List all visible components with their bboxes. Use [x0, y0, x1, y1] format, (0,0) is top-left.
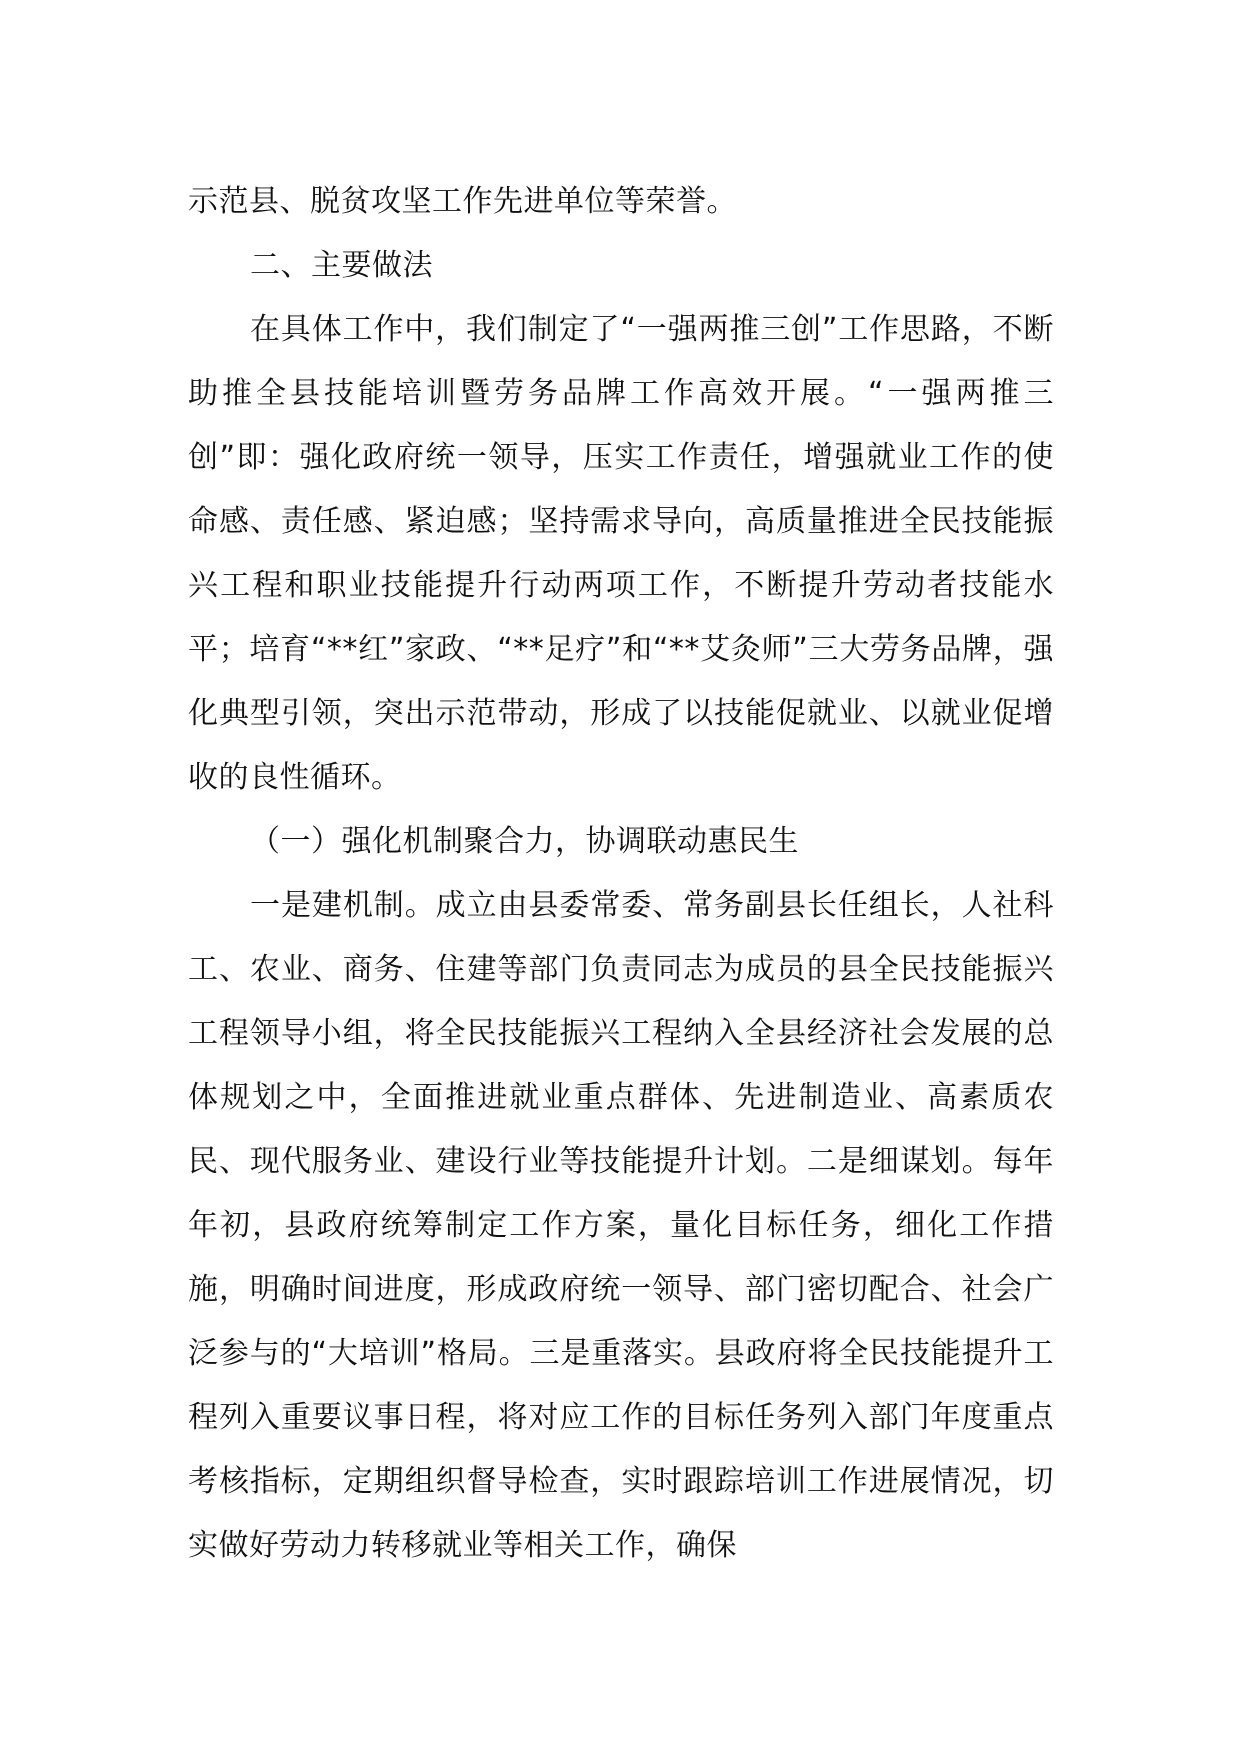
paragraph-honors: 示范县、脱贫攻坚工作先进单位等荣誉。: [188, 184, 737, 219]
document-body: [188, 170, 1054, 1578]
subsection-heading-mechanism: （一）强化机制聚合力，协调联动惠民生: [250, 824, 799, 859]
paragraph-work-approach: 在具体工作中，我们制定了“一强两推三创”工作思路，不断助推全县技能培训暨劳务品牌工作高效开展。“一强两推三创”即：强化政府统一领导，压实工作责任，增强就业工作的使命感、责任感、紧迫感；坚持需求导向，高质量推进全民技能振兴工程和职业技能提升行动两项工作，不断提升劳动者技能水平；培育“**红”家政、“**足疗”和“**艾灸师”三大劳务品牌，强化典型引领，突出示范带动，形成了以技能促就业、以就业促增收的良性循环。: [188, 312, 1054, 795]
paragraph-mechanism-details: 一是建机制。成立由县委常委、常务副县长任组长，人社科工、农业、商务、住建等部门负责同志为成员的县全民技能振兴工程领导小组，将全民技能振兴工程纳入全县经济社会发展的总体规划之中，全面推进就业重点群体、先进制造业、高素质农民、现代服务业、建设行业等技能提升计划。二是细谋划。每年年初，县政府统筹制定工作方案，量化目标任务，细化工作措施，明确时间进度，形成政府统一领导、部门密切配合、社会广泛参与的“大培训”格局。三是重落实。县政府将全民技能提升工程列入重要议事日程，将对应工作的目标任务列入部门年度重点考核指标，定期组织督导检查，实时跟踪培训工作进展情况，切实做好劳动力转移就业等相关工作，确保: [188, 888, 1054, 1563]
section-heading-main-practices: 二、主要做法: [250, 248, 433, 283]
